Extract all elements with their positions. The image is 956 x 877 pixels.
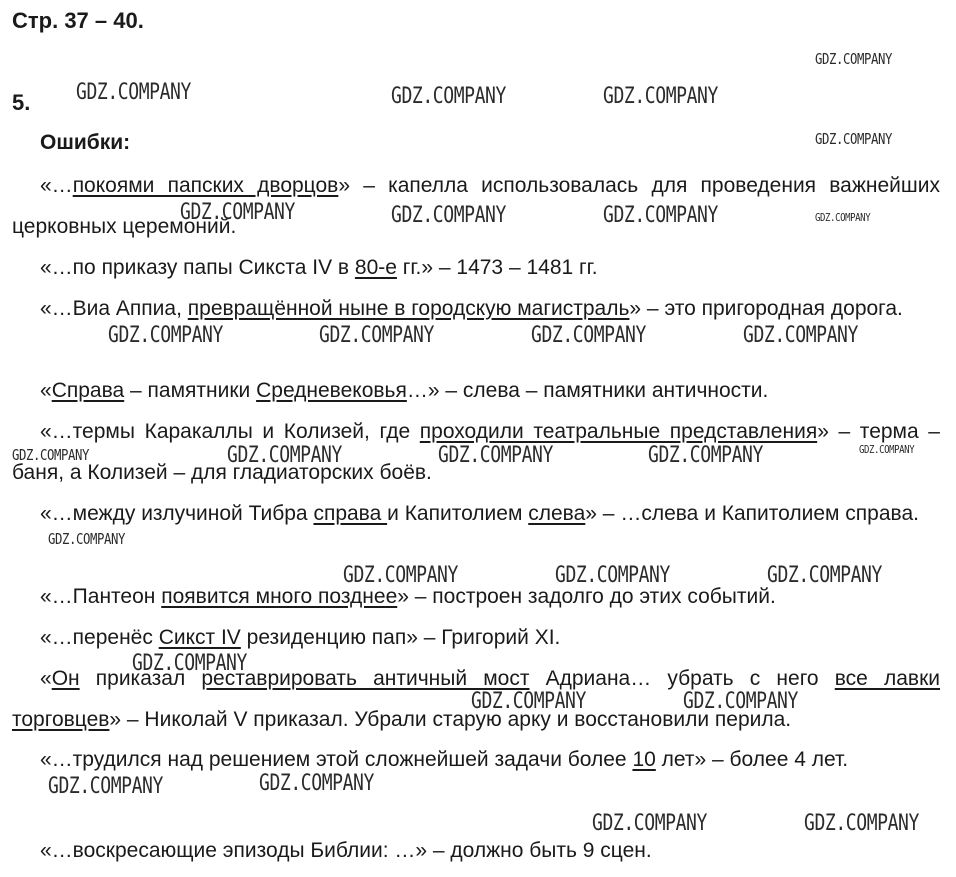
text-fragment: » – это пригородная дорога. — [629, 297, 903, 320]
underlined-fragment: Он — [51, 667, 80, 690]
watermark: GDZ.COMPANY — [227, 443, 342, 468]
watermark: GDZ.COMPANY — [531, 323, 646, 348]
watermark: GDZ.COMPANY — [391, 203, 506, 228]
text-fragment: …» – слева – памятники античности. — [406, 379, 769, 402]
text-fragment: » – построен задолго до этих событий. — [397, 585, 776, 608]
text-fragment: – памятники — [124, 379, 257, 402]
underlined-fragment: 10 — [632, 748, 656, 771]
text-fragment: «… — [40, 174, 73, 197]
watermark: GDZ.COMPANY — [132, 651, 247, 676]
text-fragment: « — [40, 667, 52, 690]
watermark: GDZ.COMPANY — [859, 443, 915, 456]
underlined-fragment: Средневековья — [256, 379, 407, 402]
watermark: GDZ.COMPANY — [391, 84, 506, 109]
watermark: GDZ.COMPANY — [815, 50, 892, 68]
text-fragment: «…воскресающие эпизоды Библии: …» – должно быть 9 сцен. — [40, 839, 652, 862]
watermark: GDZ.COMPANY — [767, 563, 882, 588]
watermark: GDZ.COMPANY — [592, 811, 707, 836]
text-fragment: лет» – более 4 лет. — [655, 748, 849, 771]
text-fragment: » – терма – баня, а Колизей – для гладиаторских боёв. — [12, 420, 940, 484]
watermark: GDZ.COMPANY — [108, 323, 223, 348]
text-fragment: «…термы Каракаллы и Колизей, где — [40, 420, 420, 443]
watermark: GDZ.COMPANY — [180, 200, 295, 225]
watermark: GDZ.COMPANY — [438, 443, 553, 468]
watermark: GDZ.COMPANY — [648, 443, 763, 468]
underlined-fragment: 80-е — [354, 256, 397, 279]
watermark: GDZ.COMPANY — [343, 563, 458, 588]
watermark: GDZ.COMPANY — [48, 530, 125, 548]
watermark: GDZ.COMPANY — [259, 771, 374, 796]
underlined-fragment: слева — [528, 502, 586, 525]
watermark: GDZ.COMPANY — [603, 203, 718, 228]
underlined-fragment: реставрировать античный мост — [201, 667, 530, 690]
text-fragment: «…трудился над решением этой сложнейшей задачи более — [40, 748, 633, 771]
underlined-fragment: проходили театральные представления — [419, 420, 818, 443]
text-fragment: » – капелла использовалась для проведения важнейших церковных церемоний. — [12, 174, 940, 238]
watermark: GDZ.COMPANY — [603, 84, 718, 109]
text-fragment: « — [40, 379, 52, 402]
text-fragment: » – Николай V приказал. Убрали старую арку и восстановили перила. — [109, 708, 792, 731]
watermark: GDZ.COMPANY — [815, 211, 871, 224]
underlined-fragment: Сикст IV — [158, 626, 241, 649]
error-item — [12, 493, 940, 534]
underlined-fragment: покоями папских дворцов — [72, 174, 339, 197]
text-fragment: «…перенёс — [40, 626, 159, 649]
underlined-fragment: справа — [313, 502, 388, 525]
text-fragment: «…по приказу папы Сикста IV в — [40, 256, 355, 279]
watermark: GDZ.COMPANY — [319, 323, 434, 348]
underlined-fragment: превращённой ныне в городскую магистраль — [187, 297, 630, 320]
watermark: GDZ.COMPANY — [471, 689, 586, 714]
errors-heading: Ошибки: — [40, 131, 131, 154]
underlined-fragment: Справа — [51, 379, 125, 402]
watermark: GDZ.COMPANY — [683, 689, 798, 714]
page-header: Стр. 37 – 40. — [12, 8, 144, 33]
error-item — [12, 247, 940, 288]
underlined-fragment: появится много позднее — [161, 585, 398, 608]
error-item — [12, 370, 940, 411]
text-fragment: гг.» – 1473 – 1481 гг. — [396, 256, 598, 279]
watermark: GDZ.COMPANY — [12, 446, 89, 464]
text-fragment: и Капитолием — [387, 502, 529, 525]
watermark: GDZ.COMPANY — [48, 774, 163, 799]
underlined-fragment: все лавки торговцев — [12, 667, 940, 731]
watermark: GDZ.COMPANY — [815, 130, 892, 148]
task-number: 5. — [12, 90, 31, 115]
watermark: GDZ.COMPANY — [555, 563, 670, 588]
error-item — [12, 830, 940, 871]
text-fragment: приказал — [79, 667, 202, 690]
watermark: GDZ.COMPANY — [743, 323, 858, 348]
text-fragment: Адриана… убрать с него — [529, 667, 835, 690]
text-fragment: резиденцию пап» – Григорий XI. — [240, 626, 561, 649]
text-fragment: «…между излучиной Тибра — [40, 502, 314, 525]
watermark: GDZ.COMPANY — [76, 80, 191, 105]
text-fragment: » – …слева и Капитолием справа. — [585, 502, 919, 525]
text-fragment: «…Виа Аппиа, — [40, 297, 188, 320]
watermark: GDZ.COMPANY — [804, 811, 919, 836]
text-fragment: «…Пантеон — [40, 585, 162, 608]
